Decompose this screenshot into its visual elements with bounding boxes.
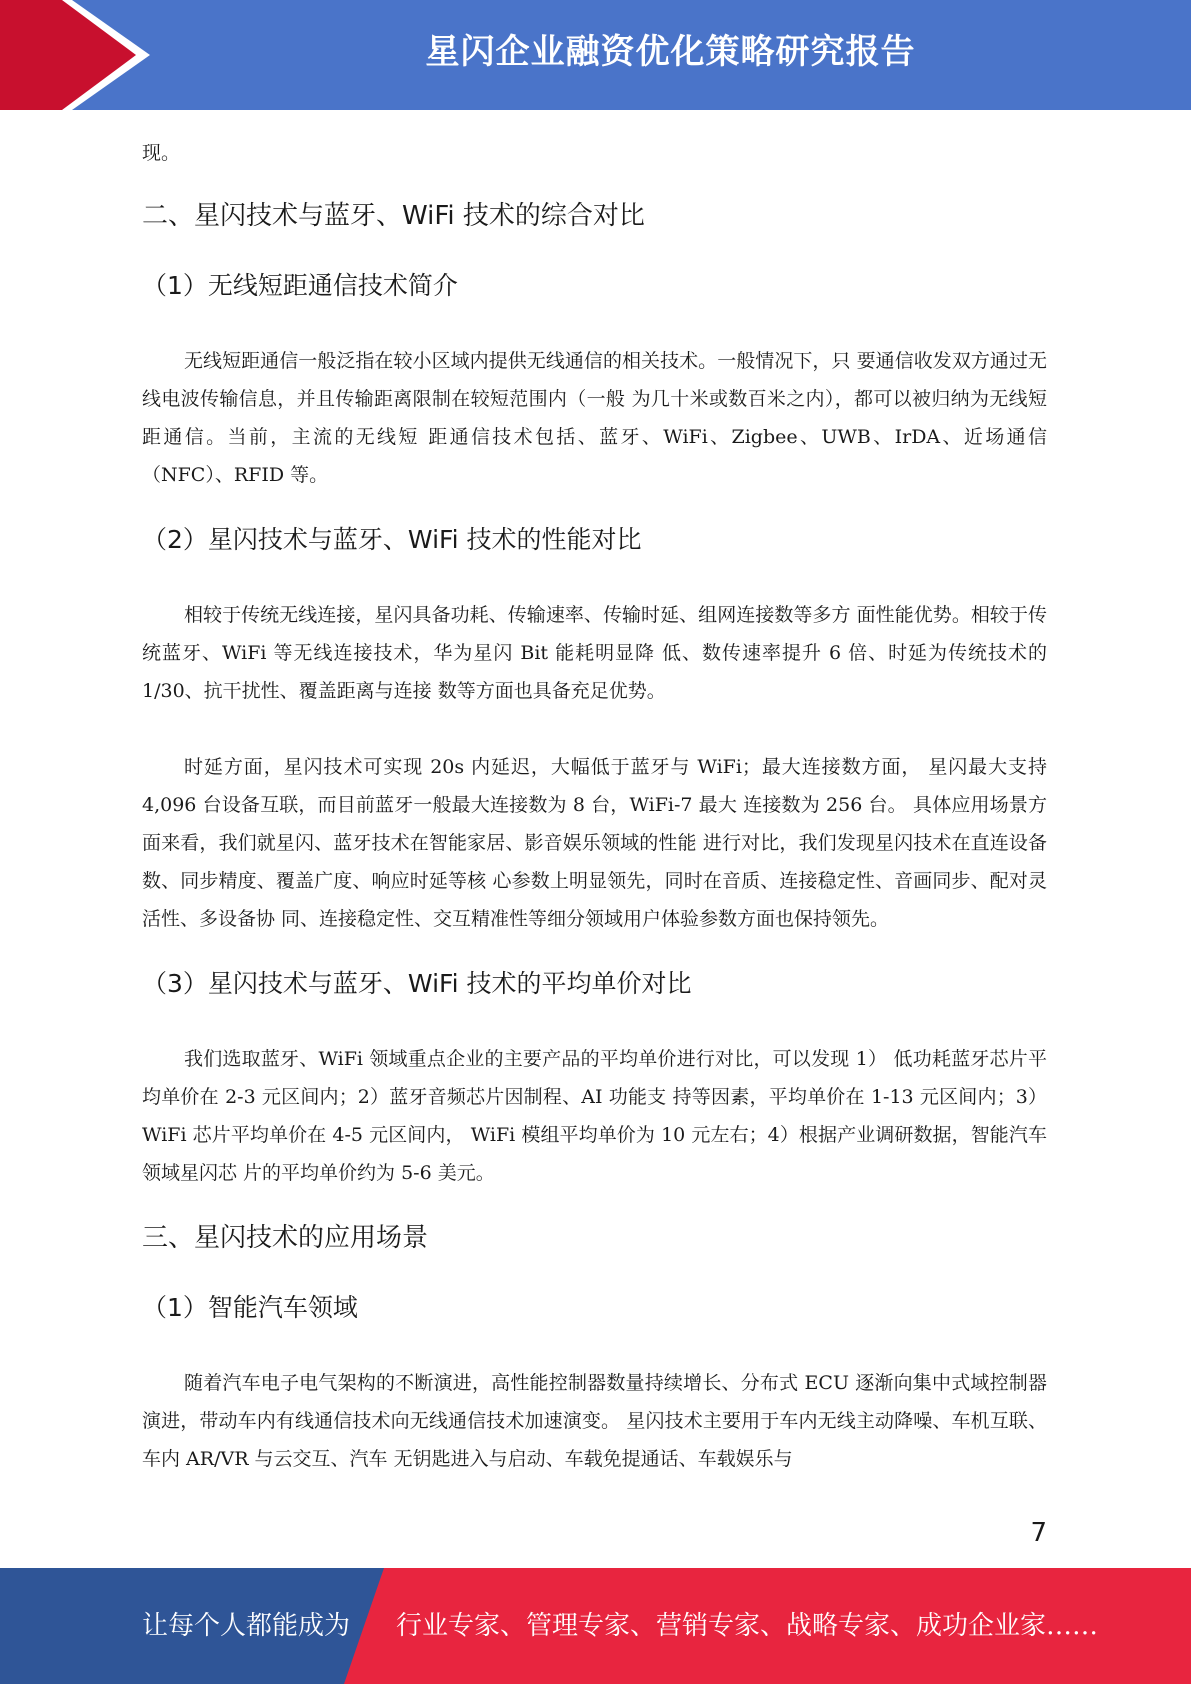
footer-slogan-left: 让每个人都能成为 [142, 1611, 351, 1641]
page-header [0, 0, 1191, 110]
subsection-2-1-heading: （1）无线短距通信技术简介 [142, 271, 458, 300]
subsection-2-2-heading: （2）星闪技术与蓝牙、WiFi 技术的性能对比 [142, 525, 642, 554]
continued-paragraph: 现。 [142, 142, 181, 164]
page-content [142, 134, 1047, 1478]
page-number: 7 [1030, 1518, 1047, 1548]
subsection-2-1-paragraph: 无线短距通信一般泛指在较小区域内提供无线通信的相关技术。一般情况下，只 要通信收发双方通过无线电波传输信息，并且传输距离限制在较短范围内（一般 为几十米或数百米之内），都可以被归纳为无线短距通信。当前，主流的无线短 距通信技术包括、蓝牙、WiFi、Zigbee、UWB、IrDA、近场通信（NFC）、RFID 等。 [142, 350, 1047, 486]
document-title: 星闪企业融资优化策略研究报告 [425, 32, 916, 72]
subsection-2-2-paragraph-2: 时延方面，星闪技术可实现 20s 内延迟，大幅低于蓝牙与 WiFi；最大连接数方面， 星闪最大支持 4,096 台设备互联，而目前蓝牙一般最大连接数为 8 台，WiFi-7 最大 连接数为 256 台。 具体应用场景方面来看，我们就星闪、蓝牙技术在智能家居、影音娱乐领域的性能 进行对比，我们发现星闪技术在直连设备数、同步精度、覆盖广度、响应时延等核 心参数上明显领先，同时在音质、连接稳定性、音画同步、配对灵活性、多设备协 同、连接稳定性、交互精准性等细分领域用户体验参数方面也保持领先。 [142, 756, 1047, 930]
section-3-heading: 三、星闪技术的应用场景 [142, 1223, 429, 1253]
subsection-2-3-paragraph: 我们选取蓝牙、WiFi 领域重点企业的主要产品的平均单价进行对比，可以发现 1） 低功耗蓝牙芯片平均单价在 2-3 元区间内；2）蓝牙音频芯片因制程、AI 功能支 持等因素，平均单价在 1-13 元区间内；3）WiFi 芯片平均单价在 4-5 元区间内， WiFi 模组平均单价为 10 元左右；4）根据产业调研数据，智能汽车领域星闪芯 片的平均单价约为 5-6 美元。 [142, 1048, 1047, 1184]
subsection-3-1-paragraph: 随着汽车电子电气架构的不断演进，高性能控制器数量持续增长、分布式 ECU 逐渐向集中式域控制器演进，带动车内有线通信技术向无线通信技术加速演变。 星闪技术主要用于车内无线主动降噪、车机互联、车内 AR/VR 与云交互、汽车 无钥匙进入与启动、车载免提通话、车载娱乐与 [142, 1372, 1047, 1470]
footer-slogan-right: 行业专家、管理专家、营销专家、战略专家、成功企业家…… [396, 1611, 1099, 1641]
subsection-2-3-heading: （3）星闪技术与蓝牙、WiFi 技术的平均单价对比 [142, 969, 692, 998]
subsection-2-2-paragraph-1: 相较于传统无线连接，星闪具备功耗、传输速率、传输时延、组网连接数等多方 面性能优势。相较于传统蓝牙、WiFi 等无线连接技术，华为星闪 Bit 能耗明显降 低、数传速率提升 6 倍、时延为传统技术的 1/30、抗干扰性、覆盖距离与连接 数等方面也具备充足优势。 [142, 604, 1047, 702]
page-footer [0, 1568, 1191, 1684]
section-2-heading: 二、星闪技术与蓝牙、WiFi 技术的综合对比 [142, 201, 645, 231]
subsection-3-1-heading: （1）智能汽车领域 [142, 1293, 358, 1322]
